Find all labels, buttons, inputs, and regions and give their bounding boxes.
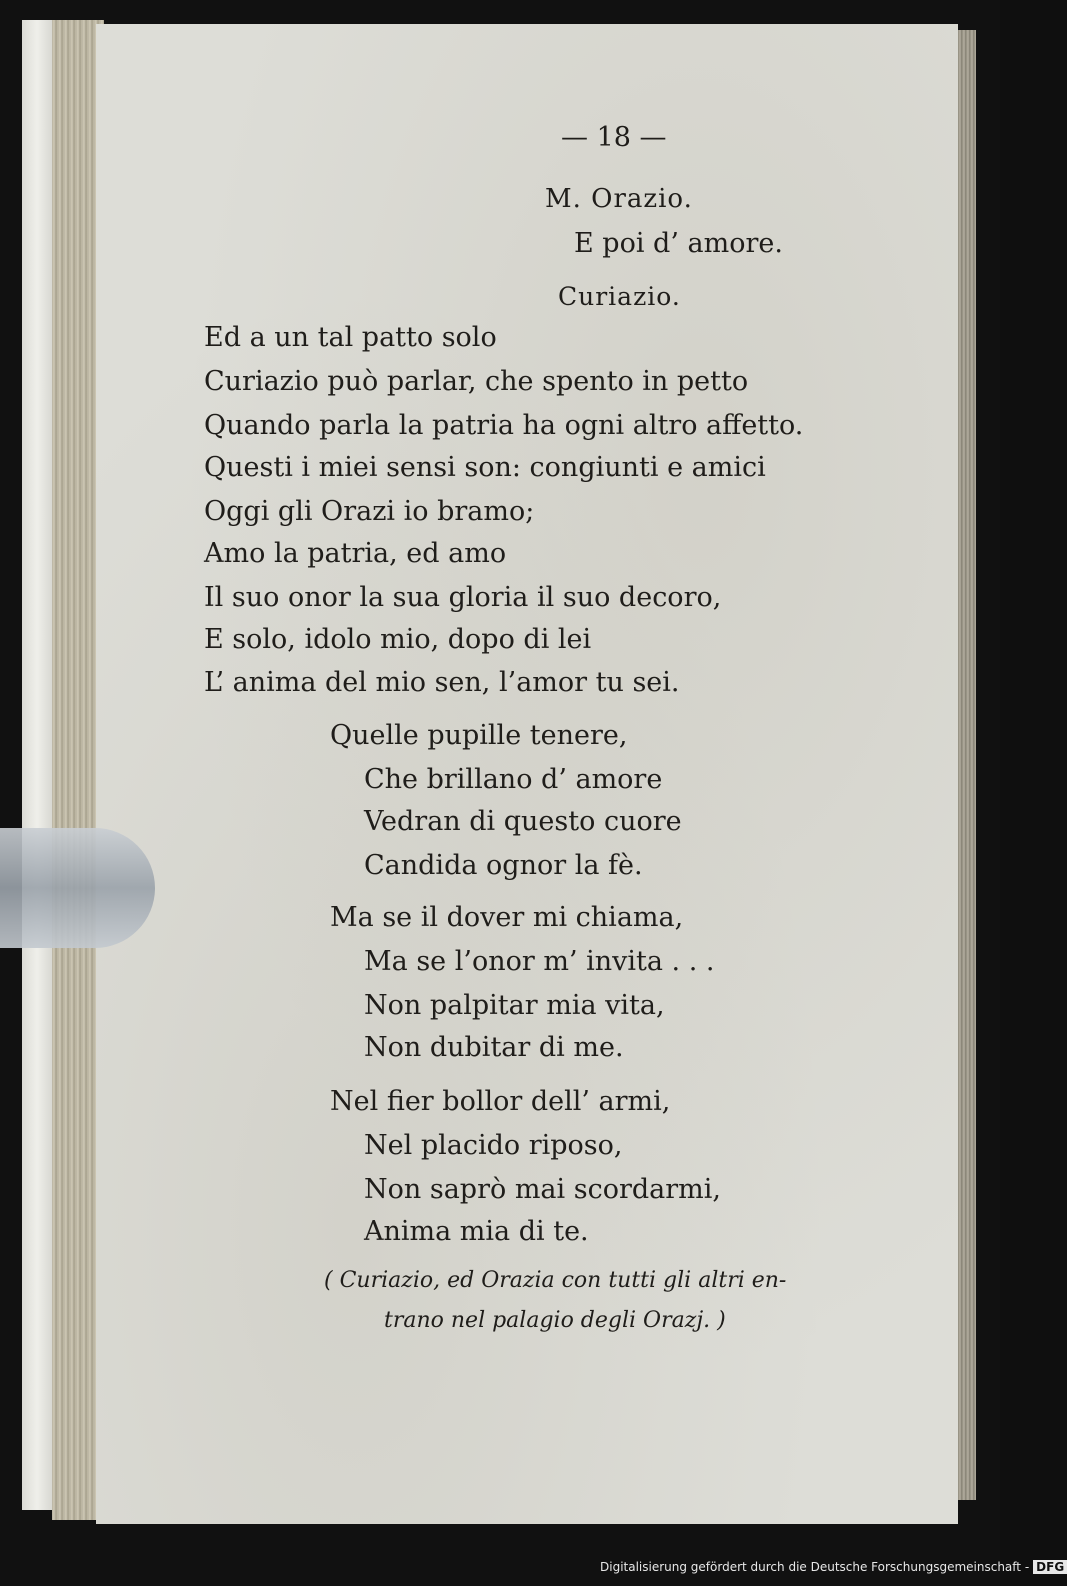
footer-text: Digitalisierung gefördert durch die Deutsche Forschungsgemeinschaft -: [600, 1560, 1030, 1574]
verse-line: Curiazio può parlar, che spento in petto: [204, 366, 749, 397]
verse-line: Il suo onor la sua gloria il suo decoro,: [204, 582, 722, 613]
verse-line: Quando parla la patria ha ogni altro affetto.: [204, 410, 804, 441]
dfg-logo: DFG: [1033, 1560, 1067, 1574]
aria-line: Quelle pupille tenere,: [330, 720, 628, 751]
aria-line: Ma se l’onor m’ invita . . .: [364, 946, 715, 977]
verse-line: Ed a un tal patto solo: [204, 322, 497, 353]
aria-line: Che brillano d’ amore: [364, 764, 663, 795]
aria-line: Vedran di questo cuore: [364, 806, 682, 837]
stage-direction: trano nel palagio degli Orazj. ): [384, 1308, 726, 1333]
aria-line: Non dubitar di me.: [364, 1032, 624, 1063]
digitization-credit: [600, 1560, 1067, 1574]
verse-line: Oggi gli Orazi io bramo;: [204, 496, 535, 527]
verse-line: E solo, idolo mio, dopo di lei: [204, 624, 592, 655]
verse-line: Questi i miei sensi son: congiunti e amici: [204, 452, 766, 483]
speaker-heading: M. Orazio.: [545, 184, 693, 214]
verse-line: L’ anima del mio sen, l’amor tu sei.: [204, 667, 680, 698]
aria-line: Non saprò mai scordarmi,: [364, 1174, 721, 1205]
scanner-clip: [0, 828, 155, 948]
aria-line: Nel fier bollor dell’ armi,: [330, 1086, 671, 1117]
speaker-heading: Curiazio.: [558, 282, 681, 311]
aria-line: Candida ognor la fè.: [364, 850, 643, 881]
aria-line: Nel placido riposo,: [364, 1130, 623, 1161]
verse-line: Amo la patria, ed amo: [204, 538, 507, 569]
aria-line: Non palpitar mia vita,: [364, 990, 665, 1021]
aria-line: Ma se il dover mi chiama,: [330, 902, 684, 933]
book-cover-edge: [22, 20, 52, 1510]
verse-line: E poi d’ amore.: [574, 228, 783, 259]
page-number: — 18 —: [561, 122, 667, 153]
book-page: [96, 24, 958, 1524]
aria-line: Anima mia di te.: [364, 1216, 589, 1247]
stage-direction: ( Curiazio, ed Orazia con tutti gli altri en-: [324, 1268, 787, 1293]
